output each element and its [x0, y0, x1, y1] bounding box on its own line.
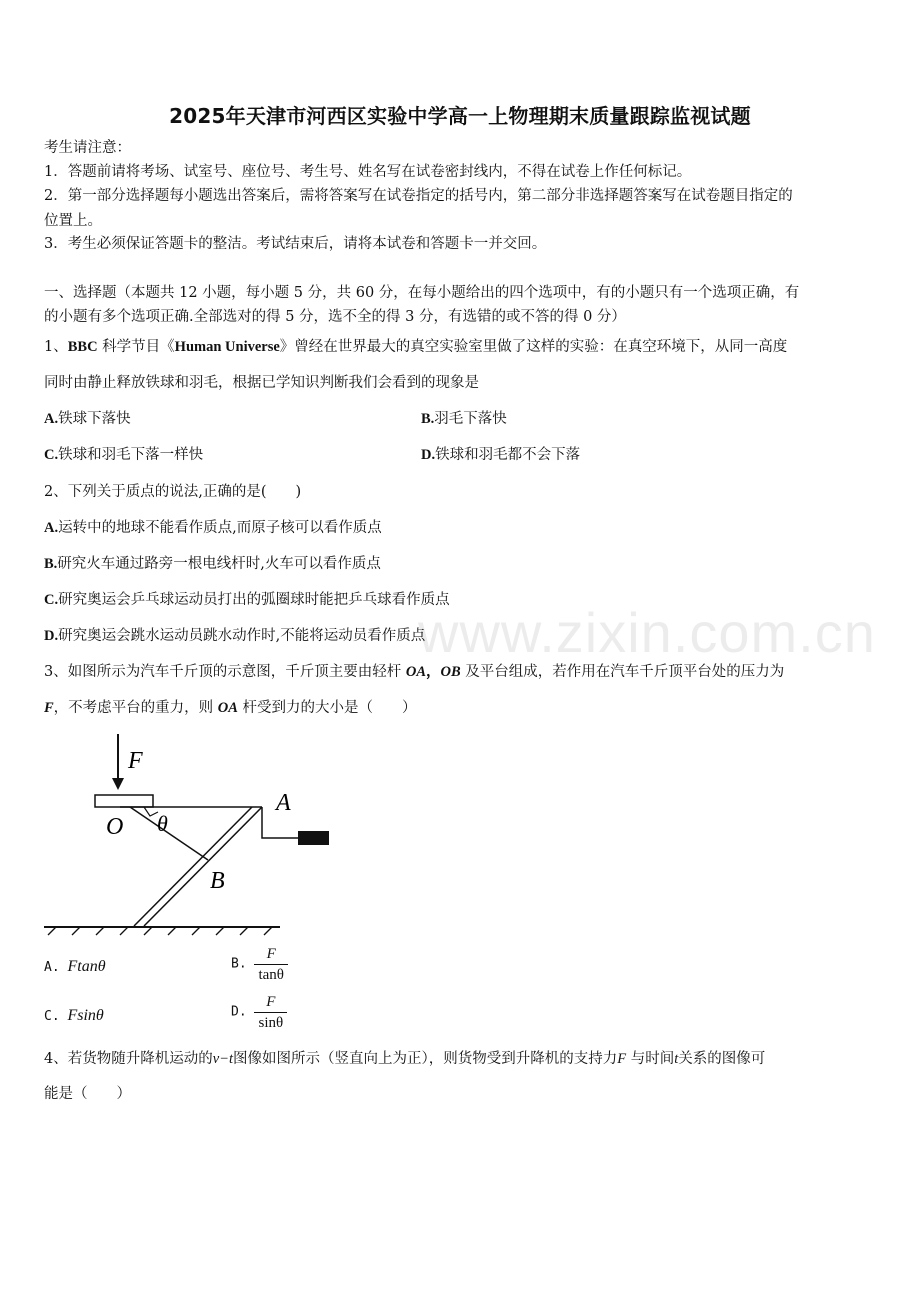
q1-option-a[interactable] — [44, 408, 131, 430]
option-label: D. — [421, 447, 436, 463]
exam-title: 2025年天津市河西区实验中学高一上物理期末质量跟踪监视试题 — [169, 104, 751, 128]
car-block — [298, 831, 329, 845]
notice-item: 位置上。 — [44, 213, 102, 229]
q4-time: t — [674, 1051, 679, 1067]
q1-option-b[interactable] — [421, 408, 507, 430]
q4-text: 4、若货物随升降机运动的 — [44, 1051, 213, 1067]
option-label: B. — [231, 956, 255, 972]
q3-stem-line2 — [44, 697, 880, 719]
option-text: 研究奥运会乒乓球运动员打出的弧圈球时能把乒乓球看作质点 — [58, 592, 450, 608]
q4-text: 与时间 — [626, 1051, 675, 1067]
option-label: A. — [44, 411, 59, 427]
q1-stem-line2: 同时由静止释放铁球和羽毛，根据已学知识判断我们会看到的现象是 — [44, 375, 479, 391]
q3-force: F — [44, 700, 54, 716]
q2-stem: 2、下列关于质点的说法,正确的是( ) — [44, 484, 302, 500]
q3-oa: OA — [217, 700, 238, 716]
rod-ob — [130, 807, 208, 860]
option-label: A. — [44, 960, 68, 975]
option-label: C. — [44, 447, 59, 463]
q3-text: 杆受到力的大小是（ ） — [237, 700, 417, 716]
label-O: O — [106, 814, 124, 840]
q4-stem-line1 — [44, 1048, 880, 1070]
q1-stem-line1 — [44, 336, 880, 358]
notice-item: 1．答题前请将考场、试室号、座位号、考生号、姓名写在试卷密封线内，不得在试卷上作任何标记。 — [44, 164, 692, 180]
q4-vt: v−t — [212, 1051, 233, 1067]
label-F: F — [128, 748, 143, 774]
notice-item: 2．第一部分选择题每小题选出答案后，需将答案写在试卷指定的括号内，第二部分非选择题答案写在试卷题目指定的 — [44, 188, 793, 204]
option-expr: Ftanθ — [67, 958, 106, 975]
fraction-numerator: F — [254, 992, 287, 1013]
fraction-numerator: F — [254, 944, 288, 965]
q2-option-c[interactable] — [44, 589, 450, 611]
option-fraction — [254, 944, 288, 985]
option-label: B. — [44, 556, 58, 572]
force-arrow-head — [112, 778, 124, 790]
option-text: 研究火车通过路旁一根电线杆时,火车可以看作质点 — [57, 556, 381, 572]
option-label: C. — [44, 592, 59, 608]
angle-arc — [144, 807, 158, 816]
q2-option-b[interactable] — [44, 553, 381, 575]
q1-option-d[interactable] — [421, 444, 580, 466]
q3-text: 3、如图所示为汽车千斤顶的示意图，千斤顶主要由轻杆 — [44, 664, 406, 680]
ground-hatching — [48, 927, 272, 935]
support-line-1 — [134, 807, 252, 926]
q3-option-c[interactable] — [44, 1005, 104, 1028]
q1-bbc: BBC — [67, 339, 98, 355]
option-label: D. — [231, 1004, 255, 1020]
option-label: C. — [44, 1009, 68, 1024]
jack-diagram — [40, 728, 340, 943]
q1-text: 科学节目《 — [97, 339, 175, 355]
label-theta: θ — [157, 811, 168, 836]
option-text: 铁球和羽毛都不会下落 — [435, 447, 581, 463]
option-expr: Fsinθ — [67, 1007, 104, 1024]
option-text: 研究奥运会跳水运动员跳水动作时,不能将运动员看作质点 — [58, 628, 426, 644]
q3-option-b[interactable] — [231, 944, 288, 985]
label-A: A — [276, 790, 291, 816]
q1-text: 》曾经在世界最大的真空实验室里做了这样的实验：在真空环境下，从同一高度 — [279, 339, 788, 355]
q3-option-d[interactable] — [231, 992, 287, 1033]
q3-text: ，不考虑平台的重力，则 — [53, 700, 218, 716]
section-heading-line1: 一、选择题（本题共 12 小题，每小题 5 分，共 60 分，在每小题给出的四个选项中，有的小题只有一个选项正确，有 — [44, 285, 800, 301]
option-label: D. — [44, 628, 59, 644]
option-text: 铁球和羽毛下落一样快 — [58, 447, 204, 463]
q3-oa: OA — [405, 664, 426, 680]
q1-number: 1、 — [44, 339, 68, 355]
watermark: www.zixin.com.cn — [418, 601, 876, 664]
notice-heading: 考生请注意： — [44, 140, 131, 156]
q4-stem-line2: 能是（ ） — [44, 1086, 131, 1102]
fraction-denominator: sinθ — [258, 1015, 284, 1031]
option-label: B. — [421, 411, 435, 427]
q3-option-a[interactable] — [44, 956, 106, 979]
q2-option-d[interactable] — [44, 625, 425, 647]
q4-text: 关系的图像可 — [678, 1051, 766, 1067]
option-label: A. — [44, 520, 59, 536]
q2-option-a[interactable] — [44, 517, 382, 539]
fraction-denominator: tanθ — [258, 967, 284, 983]
option-fraction — [254, 992, 287, 1033]
q1-program: Human Universe — [174, 339, 280, 355]
q3-ob: OB — [440, 664, 461, 680]
q3-text: 及平台组成，若作用在汽车千斤顶平台处的压力为 — [460, 664, 785, 680]
platform — [95, 795, 153, 807]
q3-comma: ， — [426, 663, 441, 680]
label-B: B — [210, 868, 225, 894]
option-text: 羽毛下落快 — [434, 411, 507, 427]
q4-text: 图像如图所示（竖直向上为正），则货物受到升降机的支持力 — [232, 1051, 618, 1067]
q4-force: F — [617, 1051, 627, 1067]
option-text: 运转中的地球不能看作质点,而原子核可以看作质点 — [58, 520, 382, 536]
option-text: 铁球下落快 — [58, 411, 131, 427]
q1-option-c[interactable] — [44, 444, 203, 466]
section-heading-line2: 的小题有多个选项正确.全部选对的得 5 分，选不全的得 3 分，有选错的或不答的得 0 分） — [44, 309, 626, 325]
notice-item: 3．考生必须保证答题卡的整洁。考试结束后，请将本试卷和答题卡一并交回。 — [44, 236, 547, 252]
q3-stem-line1 — [44, 661, 880, 683]
